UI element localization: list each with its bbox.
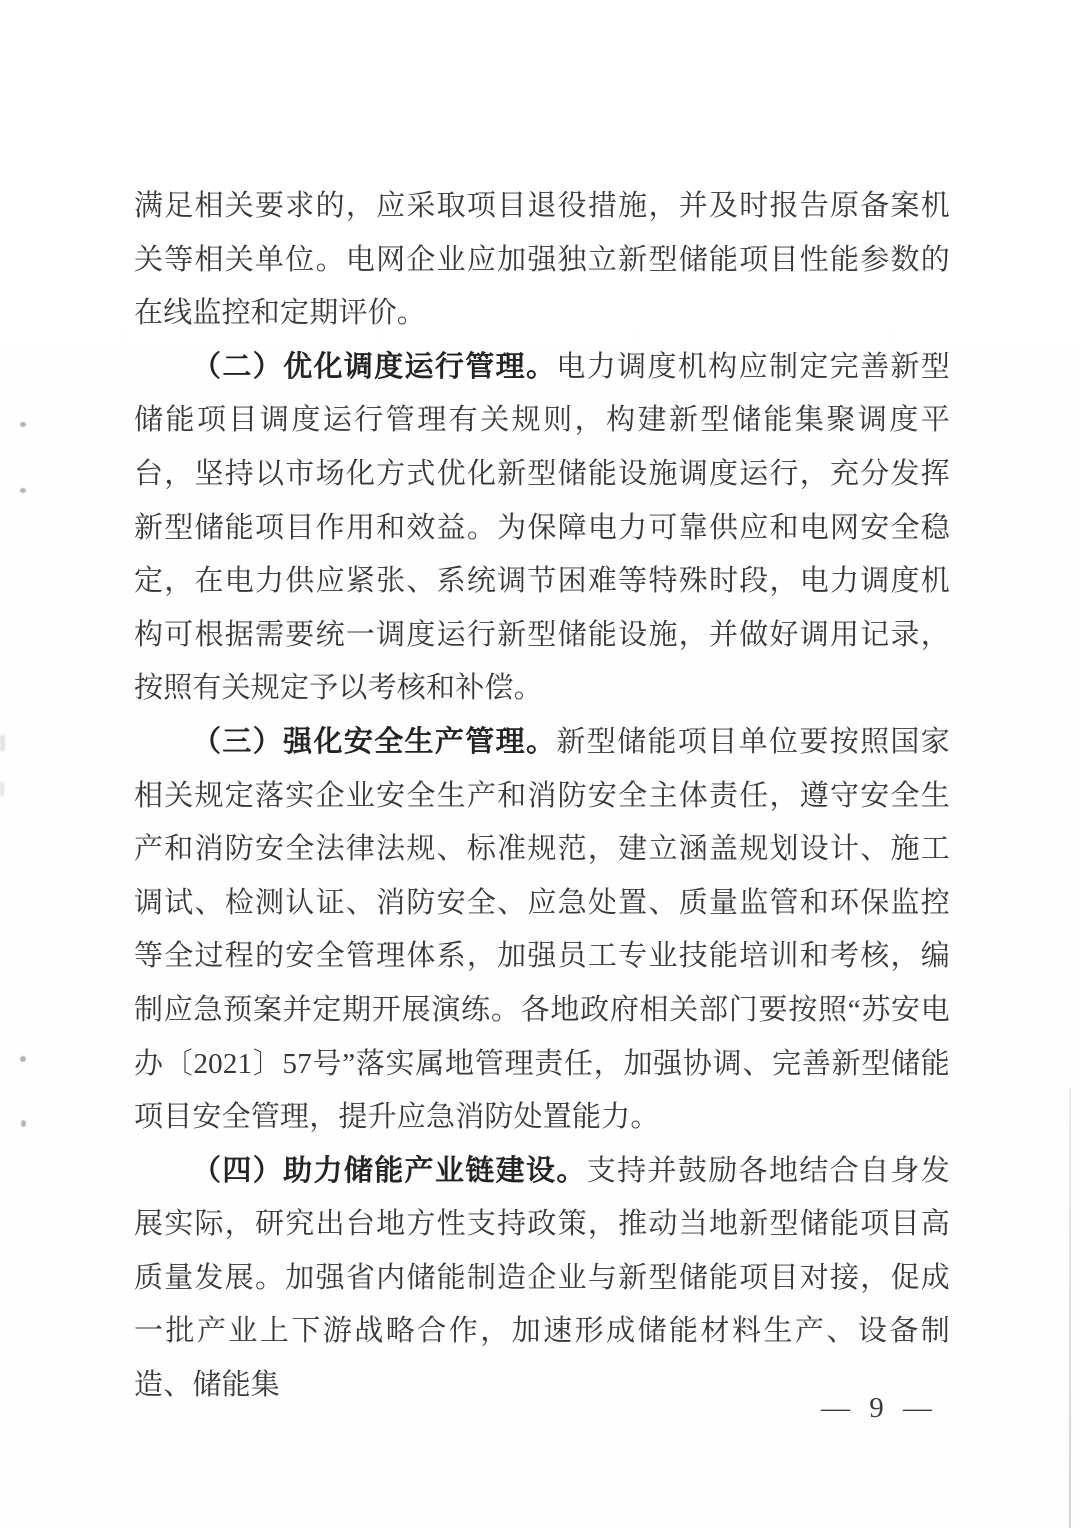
paragraph-text: 新型储能项目单位要按照国家相关规定落实企业安全生产和消防安全主体责任，遵守安全生产和消防安全法律法规、标准规范，建立涵盖规划设计、施工调试、检测认证、消防安全、应急处置、质量监管和环保监控等全过程的安全管理体系，加强员工专业技能培训和考核，编制应急预案并定期开展演练。各地政府相关部门要按照“苏安电办〔2021〕57号”落实属地管理责任，加强协调、完善新型储能项目安全管理，提升应急消防处置能力。 xyxy=(134,725,950,1134)
scan-speck xyxy=(20,1056,26,1062)
scan-edge-smudge xyxy=(0,782,4,796)
page-number: — 9 — xyxy=(821,1392,938,1424)
paragraph-text: 电力调度机构应制定完善新型储能项目调度运行管理有关规则，构建新型储能集聚调度平台，坚持以市场化方式优化新型储能设施调度运行，充分发挥新型储能项目作用和效益。为保障电力可靠供应和电网安全稳定，在电力供应紧张、系统调节困难等特殊时段，电力调度机构可根据需要统一调度运行新型储能设施，并做好调用记录，按照有关规定予以考核和补偿。 xyxy=(134,350,950,705)
paragraph-continuation xyxy=(134,180,950,341)
scan-edge-smudge xyxy=(0,735,5,751)
paragraph-section-2 xyxy=(134,341,950,716)
section-heading: （三）强化安全生产管理。 xyxy=(192,725,557,758)
paragraph-text: 支持并鼓励各地结合自身发展实际，研究出台地方性支持政策，推动当地新型储能项目高质量发展。加强省内储能制造企业与新型储能项目对接，促成一批产业上下游战略合作，加速形成储能材料生产、设备制造、储能集 xyxy=(134,1154,950,1402)
paragraph-section-3 xyxy=(134,716,950,1145)
document-body xyxy=(134,180,950,1413)
section-heading: （二）优化调度运行管理。 xyxy=(192,350,557,383)
section-heading: （四）助力储能产业链建设。 xyxy=(192,1154,587,1187)
scan-speck xyxy=(20,488,26,493)
scan-speck xyxy=(20,422,26,427)
paragraph-section-4 xyxy=(134,1145,950,1413)
scan-speck xyxy=(21,1120,26,1127)
scan-edge-line xyxy=(1069,1088,1071,1528)
paragraph-text: 满足相关要求的，应采取项目退役措施，并及时报告原备案机关等相关单位。电网企业应加强独立新型储能项目性能参数的在线监控和定期评价。 xyxy=(134,190,950,330)
